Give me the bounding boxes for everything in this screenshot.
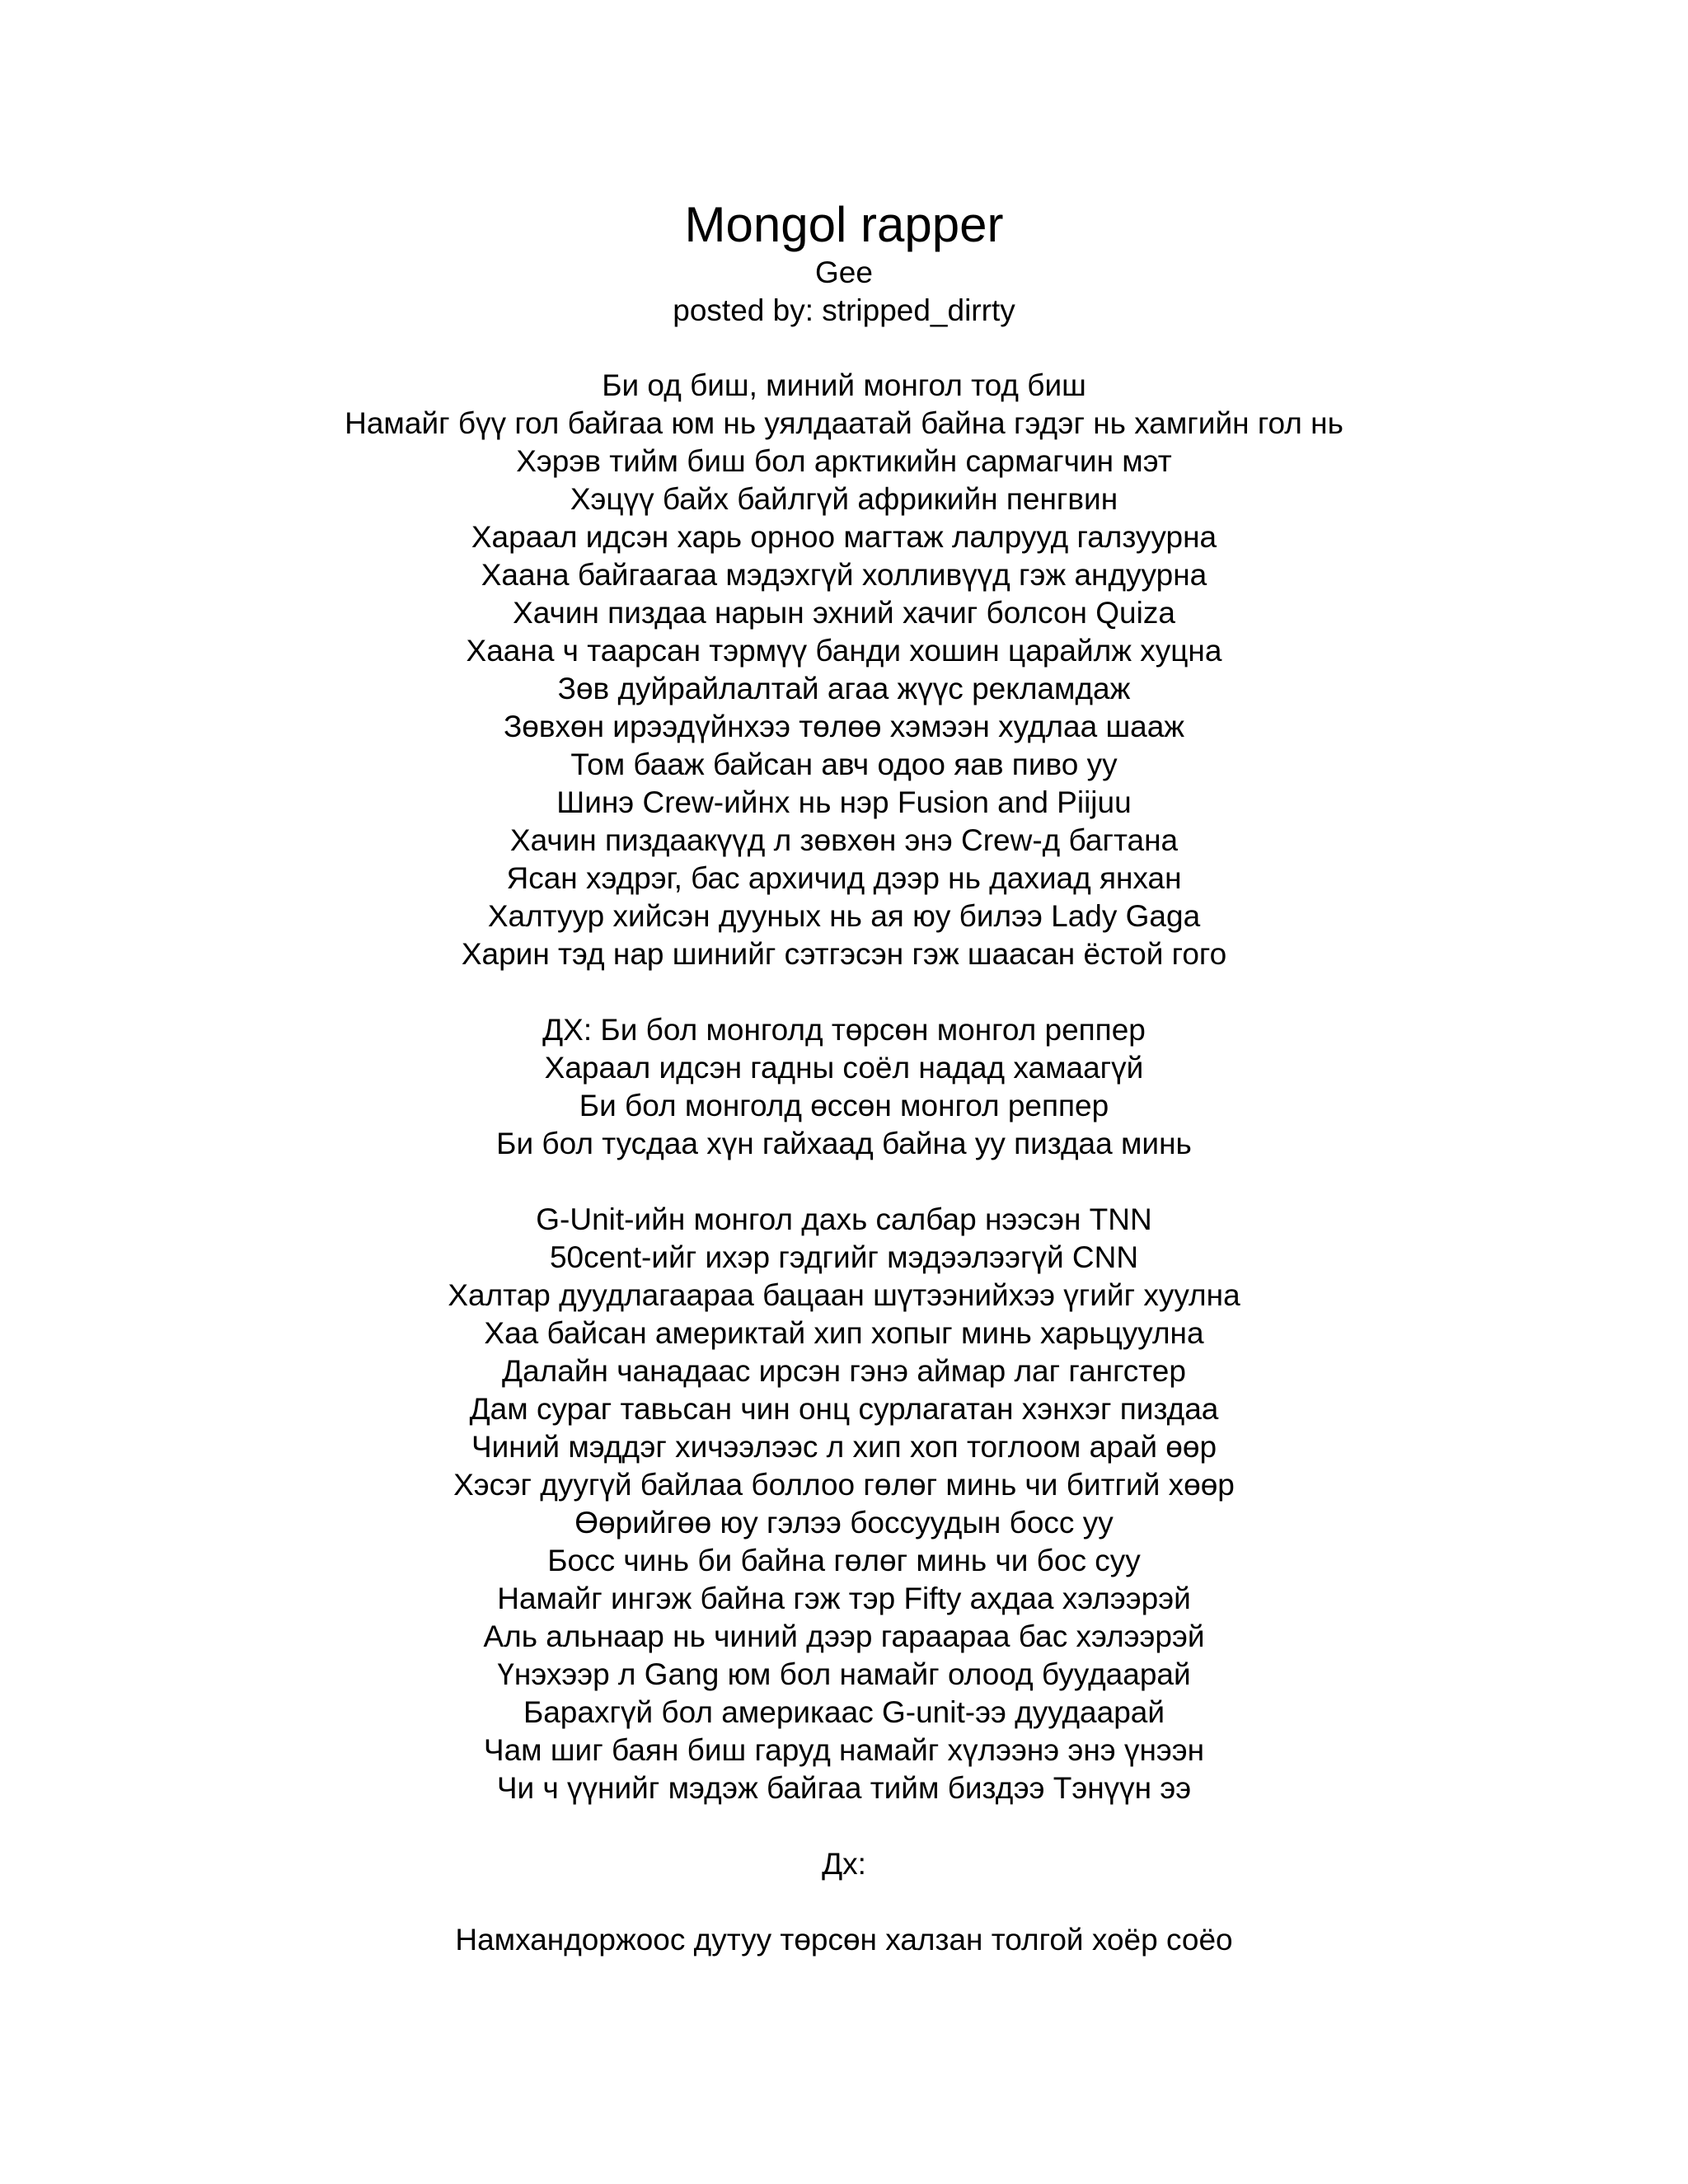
- lyric-line: Харин тэд нар шинийг сэтгэсэн гэж шаасан ёстой гого: [461, 937, 1227, 971]
- lyric-line: Хаана ч таарсан тэрмүү банди хошин царайлж хуцна: [466, 634, 1222, 668]
- lyric-line: Би бол тусдаа хүн гайхаад байна уу пиздаа минь: [496, 1127, 1192, 1160]
- lyric-line: Хаа байсан америктай хип хопыг минь харьцуулна: [484, 1316, 1204, 1350]
- lyric-line: Хачин пиздаа нарын эхний хачиг болсон Quiza: [513, 596, 1175, 630]
- stanza: [0, 1921, 1688, 1959]
- lyric-line: ДХ: Би бол монголд төрсөн монгол реппер: [542, 1013, 1146, 1047]
- lyric-line: Намайг ингэж байна гэж тэр Fifty ахдаа хэлээрэй: [497, 1582, 1191, 1615]
- lyric-line: Ясан хэдрэг, бас архичид дээр нь дахиад янхан: [506, 861, 1182, 895]
- lyric-line: Үнэхээр л Gang юм бол намайг олоод буудаарай: [497, 1657, 1191, 1691]
- lyric-line: Хэцүү байх байлгүй африкийн пенгвин: [570, 482, 1118, 516]
- lyric-line: Халтуур хийсэн дууных нь ая юу билээ Lady Gaga: [487, 899, 1201, 933]
- lyric-line: Би од биш, миний монгол тод биш: [602, 368, 1086, 402]
- lyric-line: Далайн чанадаас ирсэн гэнэ аймар лаг гангстер: [502, 1354, 1186, 1388]
- lyric-line: Хаана байгаагаа мэдэхгүй холливүүд гэж андуурна: [481, 558, 1207, 592]
- lyric-line: Хэрэв тийм биш бол арктикийн сармагчин мэт: [516, 444, 1172, 478]
- lyric-line: Чам шиг баян биш гаруд намайг хүлээнэ энэ үнээн: [483, 1733, 1205, 1767]
- artist-name: Gee: [815, 255, 873, 289]
- lyric-line: Дам сураг тавьсан чин онц сурлагатан хэнхэг пиздаа: [469, 1392, 1219, 1426]
- lyric-line: Чи ч үүнийг мэдэж байгаа тийм биздээ Тэнүүн ээ: [496, 1771, 1192, 1805]
- lyric-line: Аль альнаар нь чиний дээр гараараа бас хэлээрэй: [483, 1619, 1205, 1653]
- lyric-line: 50cent-ийг ихэр гэдгийг мэдээлээгүй CNN: [549, 1240, 1139, 1274]
- lyric-line: Том бааж байсан авч одоо яав пиво уу: [570, 748, 1118, 781]
- lyric-line: Намхандоржоос дутуу төрсөн халзан толгой хоёр соёо: [455, 1923, 1233, 1957]
- lyric-line: Дх:: [822, 1847, 866, 1881]
- lyrics-body: [0, 367, 1688, 1997]
- lyric-line: Босс чинь би байна гөлөг минь чи бос суу: [547, 1544, 1141, 1577]
- lyric-line: Зөв дуйрайлалтай агаа жүүс рекламдаж: [557, 672, 1131, 705]
- posted-by: posted by: stripped_dirrty: [673, 293, 1015, 327]
- lyric-line: Өөрийгөө юу гэлээ боссуудын босс уу: [574, 1506, 1114, 1540]
- lyric-line: Хэсэг дуугүй байлаа боллоо гөлөг минь чи битгий хөөр: [453, 1468, 1235, 1502]
- stanza: [0, 367, 1688, 973]
- lyric-line: Хараал идсэн харь орноо магтаж лалрууд галзуурна: [471, 520, 1217, 554]
- lyric-line: Зөвхөн ирээдүйнхээ төлөө хэмээн худлаа шааж: [503, 710, 1185, 743]
- lyric-line: G-Unit-ийн монгол дахь салбар нээсэн TNN: [536, 1202, 1152, 1236]
- lyric-line: Намайг бүү гол байгаа юм нь уялдаатай байна гэдэг нь хамгийн гол нь: [345, 406, 1343, 440]
- lyric-line: Чиний мэддэг хичээлээс л хип хоп тоглоом арай өөр: [471, 1430, 1217, 1464]
- page-title: Mongol rapper: [684, 197, 1004, 252]
- lyric-line: Шинэ Crew-ийнх нь нэр Fusion and Piijuu: [556, 785, 1132, 819]
- lyric-line: Хараал идсэн гадны соёл надад хамаагүй: [544, 1051, 1144, 1085]
- lyric-line: Халтар дуудлагаараа бацаан шүтээнийхээ үгийг хуулна: [448, 1278, 1240, 1312]
- stanza: [0, 1011, 1688, 1163]
- lyric-line: Барахгүй бол америкаас G-unit-ээ дуудаарай: [523, 1695, 1165, 1729]
- stanza: [0, 1201, 1688, 1807]
- lyric-line: Би бол монголд өссөн монгол реппер: [579, 1089, 1109, 1122]
- lyric-line: Хачин пиздаакүүд л зөвхөн энэ Crew-д багтана: [509, 823, 1179, 857]
- stanza: [0, 1845, 1688, 1883]
